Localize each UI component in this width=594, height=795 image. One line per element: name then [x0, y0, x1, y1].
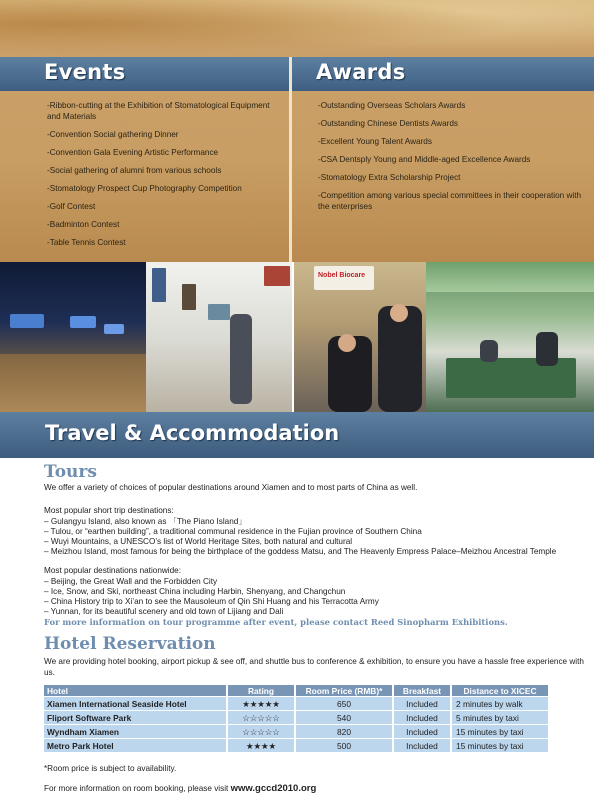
column-header: Hotel	[44, 685, 226, 696]
list-item: – Beijing, the Great Wall and the Forbidden City	[44, 577, 218, 586]
distance: 15 minutes by taxi	[450, 725, 548, 738]
breakfast: Included	[392, 711, 450, 724]
tours-intro: We offer a variety of choices of popular destinations around Xiamen and to most parts of China as well.	[44, 483, 418, 492]
tour-contact-note: For more information on tour programme after event, please contact Reed Sinopharm Exhibitions.	[44, 617, 508, 627]
events-list	[47, 100, 285, 255]
hotel-rating: ★★★★	[226, 739, 294, 752]
list-item: – Meizhou Island, most famous for being the birthplace of the goddess Matsu, and The Heavenly Empress Palace–Meizhou Ancestral Temple	[44, 547, 557, 556]
hotel-rating: ★★★★★	[226, 697, 294, 710]
breakfast: Included	[392, 739, 450, 752]
list-item: – Ice, Snow, and Ski, northeast China including Harbin, Shenyang, and Changchun	[44, 587, 346, 596]
list-item: -Table Tennis Contest	[47, 238, 126, 247]
travel-title: Travel & Accommodation	[45, 421, 340, 445]
event-photo-strip	[0, 262, 594, 412]
table-row	[44, 697, 548, 710]
breakfast: Included	[392, 697, 450, 710]
hotel-name: Metro Park Hotel	[44, 739, 226, 752]
awards-title: Awards	[316, 60, 406, 84]
room-price: 540	[294, 711, 392, 724]
list-item: -Stomatology Prospect Cup Photography Competition	[47, 184, 242, 193]
table-row	[44, 711, 548, 724]
list-item: -Ribbon-cutting at the Exhibition of Stomatological Equipment and Materials	[47, 101, 270, 121]
list-item: -Convention Gala Evening Artistic Performance	[47, 148, 219, 157]
booking-info	[44, 784, 584, 795]
price-footnote: *Room price is subject to availability.	[44, 764, 177, 773]
hotel-table	[44, 684, 548, 753]
photo-exhibition-photo	[146, 262, 292, 412]
nationwide-heading: Most popular destinations nationwide:	[44, 566, 181, 575]
conference-hall-photo	[0, 262, 146, 412]
room-price: 820	[294, 725, 392, 738]
column-divider	[289, 57, 292, 262]
awards-header	[292, 57, 594, 91]
hotel-rating: ☆☆☆☆☆	[226, 725, 294, 738]
list-item: -Badminton Contest	[47, 220, 120, 229]
table-row	[44, 725, 548, 738]
short-trip-heading: Most popular short trip destinations:	[44, 506, 174, 515]
room-price: 500	[294, 739, 392, 752]
travel-header	[0, 412, 594, 458]
website-link[interactable]: www.gccd2010.org	[230, 783, 317, 794]
list-item: -Competition among various special committees in their cooperation with the enterprises	[318, 191, 582, 211]
column-header: Breakfast	[392, 685, 450, 696]
awards-list	[318, 100, 584, 219]
hotel-name: Wyndham Xiamen	[44, 725, 226, 738]
events-title: Events	[44, 60, 126, 84]
list-item: – Tulou, or “earthen building”, a traditional communal residence in the Fujian province of Southern China	[44, 527, 422, 536]
list-item: – Gulangyu Island, also known as 「The Piano Island」	[44, 517, 247, 526]
list-item: -Social gathering of alumni from various schools	[47, 166, 222, 175]
column-header: Rating	[226, 685, 294, 696]
list-item: -Golf Contest	[47, 202, 96, 211]
hotel-heading: Hotel Reservation	[44, 634, 216, 654]
column-header: Distance to XICEC	[450, 685, 548, 696]
hotel-name: Fliport Software Park	[44, 711, 226, 724]
breakfast: Included	[392, 725, 450, 738]
tours-heading: Tours	[44, 462, 97, 482]
list-item: -Stomatology Extra Scholarship Project	[318, 173, 461, 182]
list-item: -Excellent Young Talent Awards	[318, 137, 432, 146]
distance: 15 minutes by taxi	[450, 739, 548, 752]
list-item: -CSA Dentsply Young and Middle-aged Excellence Awards	[318, 155, 531, 164]
room-price: 650	[294, 697, 392, 710]
events-header	[0, 57, 290, 91]
list-item: – Yunnan, for its beautiful scenery and old town of Lijiang and Dali	[44, 607, 284, 616]
table-header-row	[44, 685, 548, 696]
list-item: -Convention Social gathering Dinner	[47, 130, 179, 139]
distance: 5 minutes by taxi	[450, 711, 548, 724]
awards-booth-photo	[294, 262, 426, 412]
decorative-swirl	[0, 0, 594, 60]
exhibition-booth-photo	[426, 262, 594, 412]
booth-sign: Nobel Biocare	[318, 272, 366, 279]
hotel-name: Xiamen International Seaside Hotel	[44, 697, 226, 710]
distance: 2 minutes by walk	[450, 697, 548, 710]
list-item: – China History trip to Xi’an to see the Mausoleum of Qin Shi Huang and his Terracotta Army	[44, 597, 379, 606]
list-item: -Outstanding Chinese Dentists Awards	[318, 119, 459, 128]
column-header: Room Price (RMB)*	[294, 685, 392, 696]
hotel-intro: We are providing hotel booking, airport pickup & see off, and shuttle bus to conference & exhibition, to ensure you have a hassle free experience with us.	[44, 657, 584, 677]
list-item: -Outstanding Overseas Scholars Awards	[318, 101, 466, 110]
hotel-rating: ☆☆☆☆☆	[226, 711, 294, 724]
booking-info-text: For more information on room booking, please visit	[44, 784, 231, 793]
table-row	[44, 739, 548, 752]
list-item: – Wuyi Mountains, a UNESCO’s list of World Heritage Sites, both natural and cultural	[44, 537, 353, 546]
